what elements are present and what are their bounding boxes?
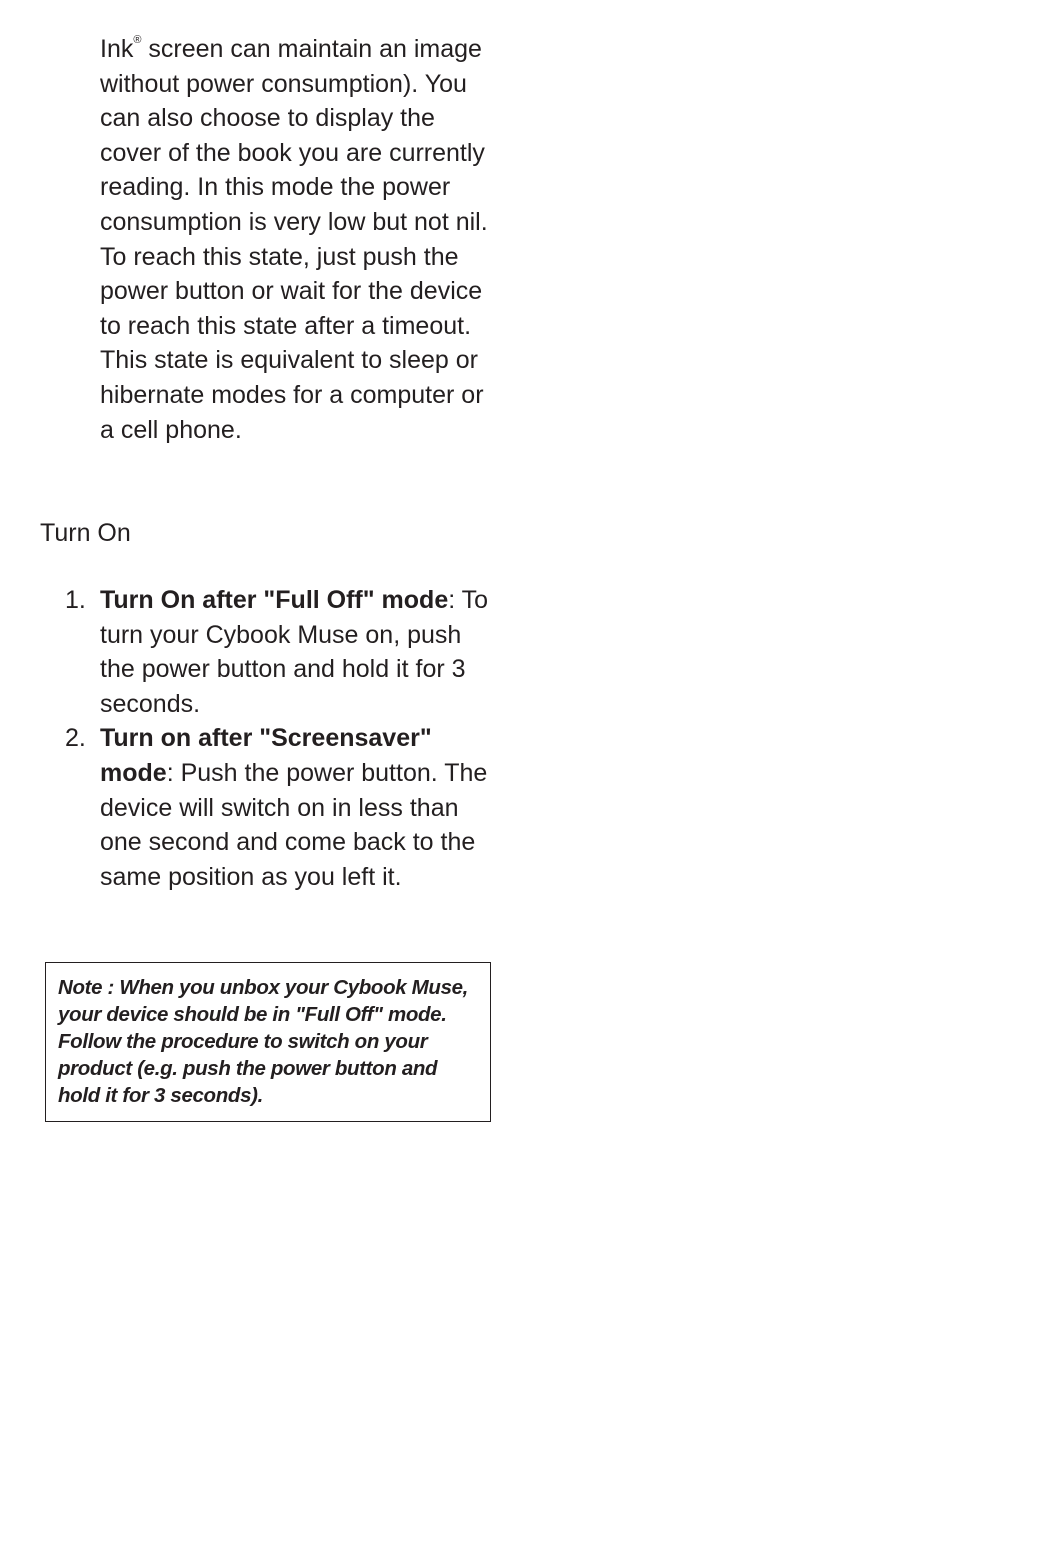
step-number: 1. [65, 586, 86, 614]
step-separator: : [448, 586, 456, 614]
steps-list [65, 583, 500, 894]
step-separator: : [166, 758, 174, 787]
step-title: Turn on after "Screensaver" mode [100, 724, 432, 787]
step-title: Turn On after "Full Off" mode [100, 586, 449, 614]
intro-paragraph [100, 32, 500, 447]
intro-text-start: Ink [100, 35, 134, 63]
section-heading: Turn On [40, 519, 131, 547]
list-item [65, 721, 500, 894]
step-number: 2. [65, 724, 86, 753]
intro-text-rest: screen can maintain an image without power consumption). You can also choose to display the cover of the book you are currently reading. In this mode the power consumption is very low but not nil. To reach this state, just push the power button or wait for the device to reach this state after a timeout. This state is equivalent to sleep or hibernate modes for a computer or a cell phone. [100, 35, 488, 444]
step-body: Push the power button. The device will switch on in less than one second and come back to the same position as you left it. [100, 758, 488, 891]
registered-mark: ® [133, 34, 142, 46]
step-body: To turn your Cybook Muse on, push the power button and hold it for 3 seconds. [100, 586, 489, 718]
note-box [45, 962, 491, 1122]
list-item [65, 583, 500, 721]
note-text: Note : When you unbox your Cybook Muse, your device should be in "Full Off" mode. Follow the procedure to switch on your product (e.g. push the power button and hold it for 3 seconds). [58, 976, 469, 1107]
